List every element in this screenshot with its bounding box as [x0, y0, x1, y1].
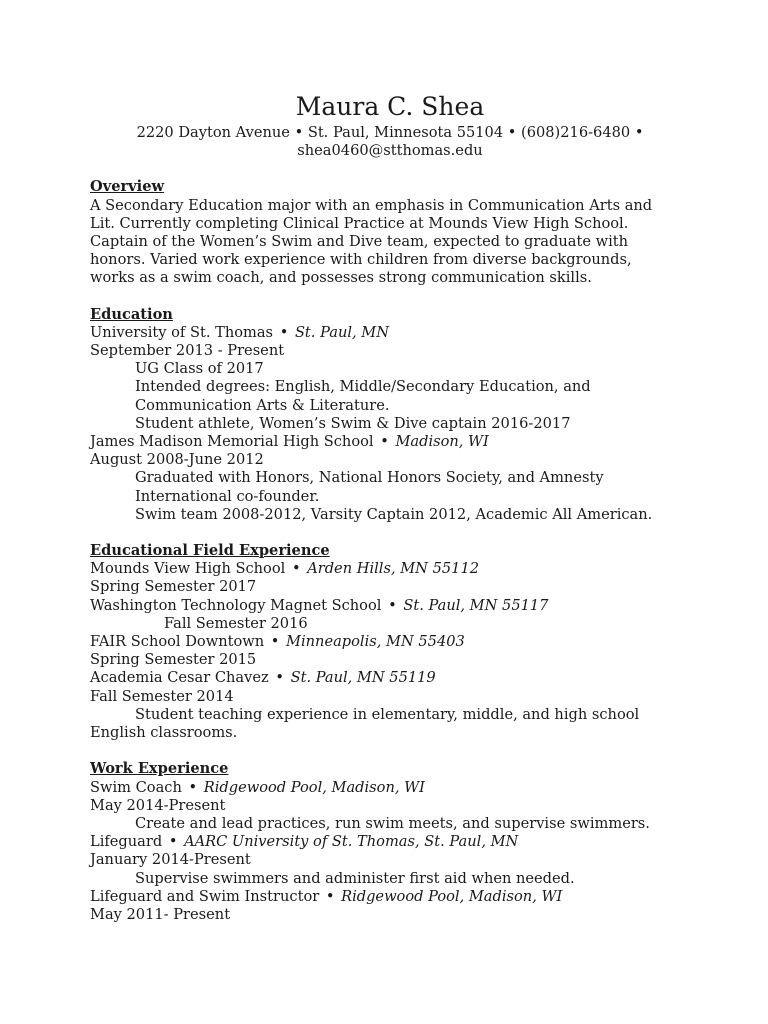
job-detail: Create and lead practices, run swim meets, and supervise swimmers. [135, 814, 650, 832]
candidate-name: Maura C. Shea [295, 92, 485, 121]
school-location: St. Paul, MN 55117 [403, 596, 549, 614]
field-dates: Spring Semester 2015 [90, 651, 257, 669]
overview-line: works as a swim coach, and possesses strong communication skills. [90, 269, 592, 287]
school-location: St. Paul, MN 55119 [290, 669, 436, 687]
field-dates: Fall Semester 2016 [164, 614, 308, 632]
separator-bullet: • [188, 778, 198, 796]
field-entry-heading [90, 597, 690, 615]
separator-bullet: • [380, 433, 389, 451]
education-section [90, 306, 690, 524]
education-detail: Student athlete, Women’s Swim & Dive captain 2016-2017 [135, 414, 571, 432]
overview-line: Captain of the Women’s Swim and Dive team, expected to graduate with [90, 233, 629, 251]
field-entry-heading [90, 560, 690, 578]
separator-bullet: • [325, 887, 335, 905]
education-entry-heading [90, 433, 690, 451]
field-summary: Student teaching experience in elementary, middle, and high school [135, 705, 640, 723]
separator-bullet: • [388, 596, 397, 614]
work-entry-heading [90, 888, 690, 906]
school-name: FAIR School Downtown [90, 633, 265, 651]
institution-name: University of St. Thomas [90, 323, 274, 341]
job-dates: May 2014-Present [90, 796, 226, 814]
separator-bullet: • [168, 833, 178, 851]
section-title-overview: Overview [90, 178, 165, 196]
field-dates: Fall Semester 2014 [90, 687, 234, 705]
section-title-field-experience: Educational Field Experience [90, 542, 330, 560]
separator-bullet: • [291, 560, 301, 578]
job-detail: Supervise swimmers and administer first aid when needed. [135, 869, 575, 887]
school-name: Mounds View High School [90, 560, 286, 578]
education-detail: International co-founder. [135, 487, 320, 505]
section-title-education: Education [90, 305, 173, 323]
school-location: Minneapolis, MN 55403 [286, 633, 465, 651]
job-role: Swim Coach [90, 778, 182, 796]
school-name: Academia Cesar Chavez [90, 669, 269, 687]
institution-location: Madison, WI [395, 433, 489, 451]
separator-bullet: • [279, 323, 289, 341]
institution-name: James Madison Memorial High School [90, 433, 374, 451]
education-detail: UG Class of 2017 [135, 360, 264, 378]
section-title-work-experience: Work Experience [90, 760, 229, 778]
resume-header [70, 92, 710, 160]
work-entry-heading [90, 833, 690, 851]
job-location: AARC University of St. Thomas, St. Paul, MN [184, 833, 519, 851]
job-dates: January 2014-Present [90, 851, 251, 869]
school-name: Washington Technology Magnet School [90, 596, 382, 614]
education-detail: Communication Arts & Literature. [135, 396, 390, 414]
education-detail: Intended degrees: English, Middle/Secondary Education, and [135, 378, 591, 396]
field-summary: English classrooms. [90, 724, 238, 742]
work-entry-heading [90, 779, 690, 797]
field-dates: Spring Semester 2017 [90, 578, 257, 596]
overview-section [90, 178, 690, 287]
overview-line: Lit. Currently completing Clinical Practice at Mounds View High School. [90, 214, 629, 232]
separator-bullet: • [275, 669, 284, 687]
overview-line: A Secondary Education major with an emphasis in Communication Arts and [90, 196, 653, 214]
separator-bullet: • [270, 633, 280, 651]
education-detail: Graduated with Honors, National Honors Society, and Amnesty [135, 469, 604, 487]
job-location: Ridgewood Pool, Madison, WI [203, 778, 425, 796]
overview-line: honors. Varied work experience with children from diverse backgrounds, [90, 251, 632, 269]
job-role: Lifeguard [90, 833, 163, 851]
education-detail: Swim team 2008-2012, Varsity Captain 2012, Academic All American. [135, 505, 653, 523]
education-dates: August 2008-June 2012 [90, 451, 264, 469]
job-dates: May 2011- Present [90, 905, 231, 923]
school-location: Arden Hills, MN 55112 [307, 560, 480, 578]
work-experience-section [90, 760, 690, 924]
field-entry-heading [90, 633, 690, 651]
resume-page [90, 92, 690, 924]
contact-address: 2220 Dayton Avenue • St. Paul, Minnesota 55104 • (608)216-6480 • [136, 124, 644, 141]
field-experience-section [90, 542, 690, 742]
job-role: Lifeguard and Swim Instructor [90, 887, 320, 905]
institution-location: St. Paul, MN [294, 323, 389, 341]
field-entry-heading [90, 669, 690, 687]
education-dates: September 2013 - Present [90, 342, 285, 360]
education-entry-heading [90, 324, 690, 342]
contact-email: shea0460@stthomas.edu [297, 142, 483, 160]
job-location: Ridgewood Pool, Madison, WI [341, 887, 563, 905]
